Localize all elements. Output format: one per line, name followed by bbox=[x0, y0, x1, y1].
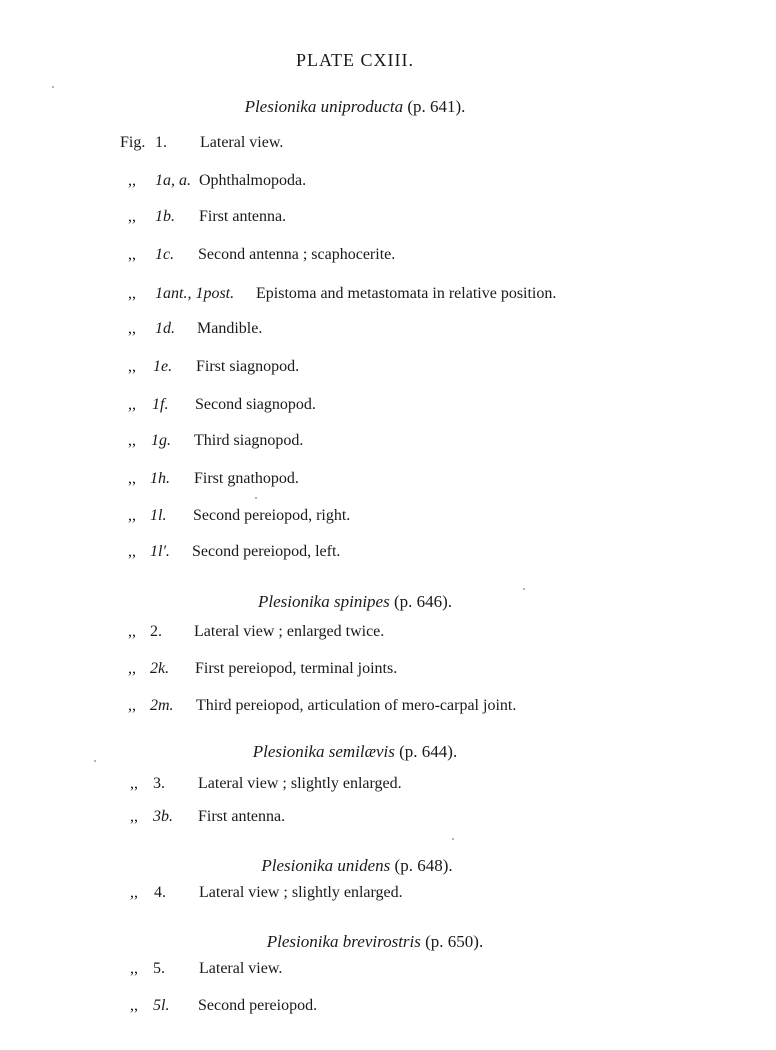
ditto-mark: ,, bbox=[128, 172, 136, 189]
figure-entry bbox=[0, 246, 776, 270]
species-heading bbox=[0, 592, 710, 612]
page-reference: (p. 644). bbox=[399, 742, 458, 761]
species-heading bbox=[0, 932, 750, 952]
figure-number: 2k. bbox=[150, 660, 170, 677]
figure-number: 3b. bbox=[153, 808, 173, 825]
figure-description: First pereiopod, terminal joints. bbox=[195, 660, 398, 677]
figure-number: 4. bbox=[154, 884, 166, 901]
figure-description: Third siagnopod. bbox=[194, 432, 304, 449]
figure-description: First siagnopod. bbox=[196, 358, 300, 375]
figure-description: First antenna. bbox=[199, 208, 287, 225]
ditto-mark: ,, bbox=[130, 960, 138, 977]
figure-entry bbox=[0, 396, 776, 420]
figure-entry bbox=[0, 507, 776, 531]
figure-number: 1d. bbox=[155, 320, 175, 337]
figure-number: 5. bbox=[153, 960, 165, 977]
figure-entry bbox=[0, 884, 776, 908]
figure-entry bbox=[0, 432, 776, 456]
figure-entry bbox=[0, 172, 776, 196]
ditto-mark: ,, bbox=[128, 470, 136, 487]
figure-entry bbox=[0, 208, 776, 232]
figure-entry bbox=[0, 660, 776, 684]
page-reference: (p. 648). bbox=[394, 856, 453, 875]
figure-entry bbox=[0, 960, 776, 984]
scan-speck bbox=[52, 86, 54, 88]
figure-description: Second pereiopod, right. bbox=[193, 507, 351, 524]
ditto-mark: ,, bbox=[130, 775, 138, 792]
figure-description: First gnathopod. bbox=[194, 470, 299, 487]
ditto-mark: ,, bbox=[128, 396, 136, 413]
figure-description: Mandible. bbox=[197, 320, 263, 337]
ditto-mark: ,, bbox=[130, 997, 138, 1014]
species-name: Plesionika brevirostris bbox=[266, 932, 421, 951]
ditto-mark: ,, bbox=[128, 623, 136, 640]
scan-speck bbox=[255, 497, 257, 499]
figure-description: Epistoma and metastomata in relative position. bbox=[256, 285, 557, 302]
ditto-mark: ,, bbox=[128, 697, 136, 714]
ditto-mark: ,, bbox=[128, 285, 136, 302]
figure-number: 2m. bbox=[150, 697, 174, 714]
figure-entry bbox=[0, 808, 776, 832]
species-heading bbox=[0, 97, 710, 117]
figure-entry bbox=[0, 285, 776, 309]
ditto-mark: ,, bbox=[128, 246, 136, 263]
plate-title: PLATE CXIII. bbox=[296, 50, 414, 70]
ditto-mark: ,, bbox=[128, 208, 136, 225]
species-name: Plesionika uniproducta bbox=[244, 97, 404, 116]
figure-description: First antenna. bbox=[198, 808, 286, 825]
ditto-mark: ,, bbox=[128, 358, 136, 375]
figure-description: Second pereiopod, left. bbox=[192, 543, 341, 560]
figure-entry bbox=[0, 623, 776, 647]
figure-description: Ophthalmopoda. bbox=[199, 172, 307, 189]
figure-number: 1l'. bbox=[150, 543, 170, 560]
figure-entry bbox=[0, 358, 776, 382]
ditto-mark: ,, bbox=[128, 543, 136, 560]
figure-entry bbox=[0, 320, 776, 344]
figure-entry bbox=[0, 470, 776, 494]
page-reference: (p. 646). bbox=[393, 592, 453, 611]
ditto-mark: ,, bbox=[130, 808, 138, 825]
figure-number: 1e. bbox=[153, 358, 173, 375]
figure-number: 1c. bbox=[155, 246, 175, 263]
species-heading bbox=[0, 856, 714, 876]
ditto-mark: ,, bbox=[130, 884, 138, 901]
figure-description: Second siagnopod. bbox=[195, 396, 316, 413]
scan-speck bbox=[94, 760, 96, 762]
figure-description: Lateral view ; slightly enlarged. bbox=[198, 775, 402, 792]
page-reference: (p. 641). bbox=[407, 97, 466, 116]
species-name: Plesionika semilævis bbox=[252, 742, 395, 761]
species-name: Plesionika spinipes bbox=[257, 592, 390, 611]
page-reference: (p. 650). bbox=[425, 932, 484, 951]
species-name: Plesionika unidens bbox=[261, 856, 391, 875]
figure-description: Third pereiopod, articulation of mero-carpal joint. bbox=[196, 697, 517, 714]
figure-number: 1f. bbox=[152, 396, 169, 413]
figure-number: 3. bbox=[153, 775, 165, 792]
ditto-mark: ,, bbox=[128, 660, 136, 677]
figure-number: 1ant., 1post. bbox=[155, 285, 235, 302]
ditto-mark: ,, bbox=[128, 320, 136, 337]
ditto-mark: ,, bbox=[128, 507, 136, 524]
figure-entry bbox=[0, 997, 776, 1021]
figure-entry bbox=[0, 543, 776, 567]
figure-description: Lateral view ; slightly enlarged. bbox=[199, 884, 403, 901]
figure-number: 2. bbox=[150, 623, 162, 640]
figure-number: 1b. bbox=[155, 208, 175, 225]
figure-description: Lateral view. bbox=[200, 134, 284, 151]
figure-number: 1l. bbox=[150, 507, 167, 524]
figure-description: Lateral view. bbox=[199, 960, 283, 977]
figure-entry bbox=[0, 134, 776, 158]
figure-number: 1h. bbox=[150, 470, 170, 487]
figure-description: Lateral view ; enlarged twice. bbox=[194, 623, 385, 640]
entry-mark: Fig. bbox=[120, 134, 146, 151]
figure-entry bbox=[0, 775, 776, 799]
ditto-mark: ,, bbox=[128, 432, 136, 449]
figure-number: 1. bbox=[155, 134, 167, 151]
scan-speck bbox=[452, 838, 454, 840]
scan-speck bbox=[523, 588, 525, 590]
species-heading bbox=[0, 742, 710, 762]
figure-number: 1g. bbox=[151, 432, 171, 449]
figure-entry bbox=[0, 697, 776, 721]
figure-number: 1a, a. bbox=[155, 172, 191, 189]
figure-description: Second pereiopod. bbox=[198, 997, 318, 1014]
figure-description: Second antenna ; scaphocerite. bbox=[198, 246, 396, 263]
figure-number: 5l. bbox=[153, 997, 170, 1014]
